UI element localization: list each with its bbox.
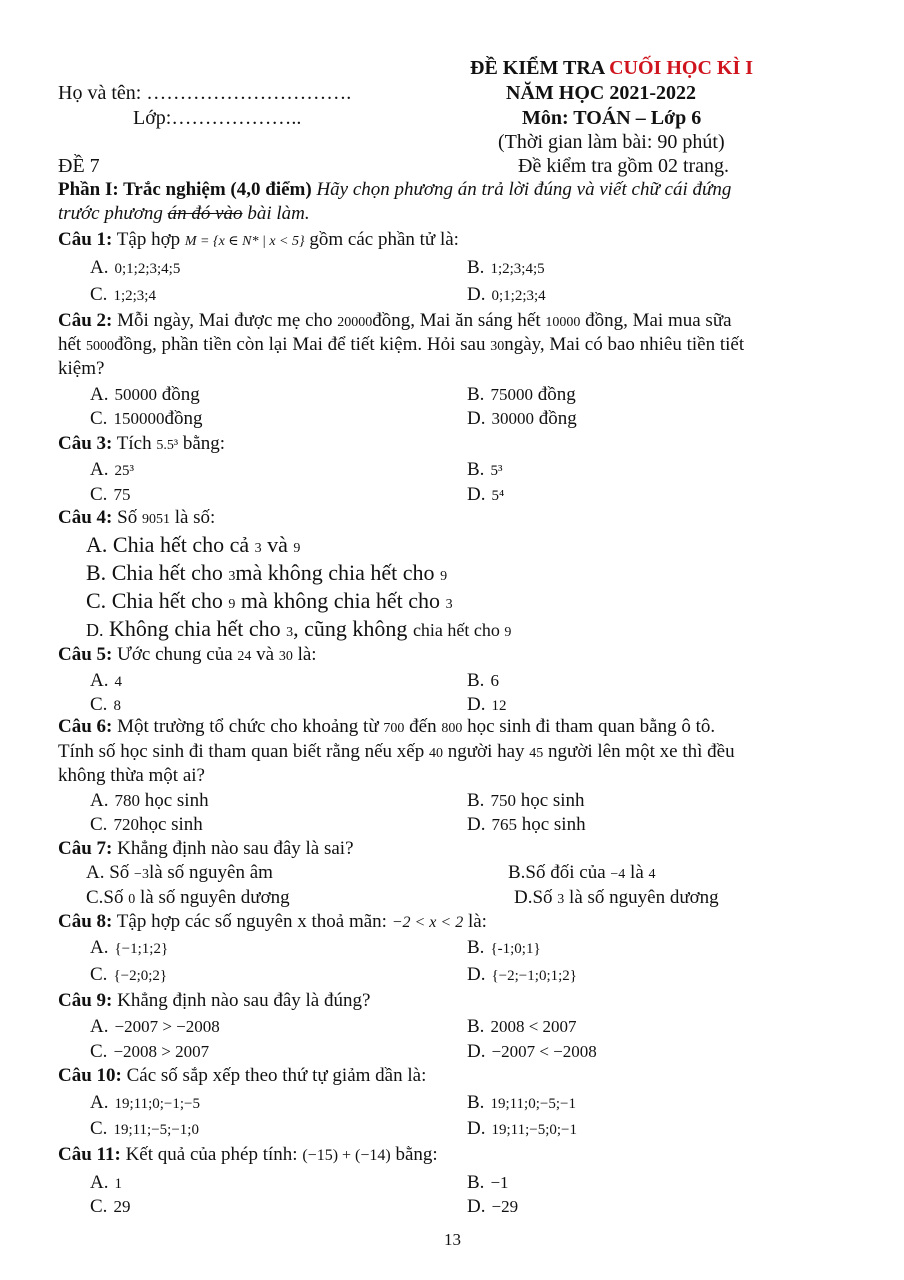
exam-code: ĐỀ 7 [58, 155, 100, 177]
q2-option-a[interactable]: A. 50000 đồng [90, 384, 200, 405]
q8-option-a[interactable]: A. {−1;1;2} [90, 937, 169, 958]
q9-option-d[interactable]: D. −2007 < −2008 [467, 1041, 597, 1062]
question-5: Câu 5: Ước chung của 24 và 30 là: [58, 644, 317, 665]
question-3: Câu 3: Tích 5.5³ bằng: [58, 433, 226, 454]
q10-option-d[interactable]: D. 19;11;−5;0;−1 [467, 1118, 578, 1139]
q2-option-b[interactable]: B. 75000 đồng [467, 384, 576, 405]
q6-option-b[interactable]: B. 750 học sinh [467, 790, 585, 811]
question-9: Câu 9: Khẳng định nào sau đây là đúng? [58, 990, 371, 1011]
q6-option-a[interactable]: A. 780 học sinh [90, 790, 209, 811]
q6-option-d[interactable]: D. 765 học sinh [467, 814, 586, 835]
q11-option-d[interactable]: D. −29 [467, 1196, 519, 1217]
q1-option-d[interactable]: D. 0;1;2;3;4 [467, 284, 546, 305]
q4-option-a[interactable]: A. Chia hết cho cả 3 và 9 [86, 532, 301, 557]
q7-option-b[interactable]: B.Số đối của −4 là 4 [508, 862, 656, 883]
part1-instruction: trước phương án đó vào bài làm. [58, 203, 310, 224]
question-6-line-3: không thừa một ai? [58, 765, 205, 786]
question-7: Câu 7: Khẳng định nào sau đây là sai? [58, 838, 354, 859]
q5-option-c[interactable]: C. 8 [90, 694, 121, 715]
q8-option-c[interactable]: C. {−2;0;2} [90, 964, 168, 985]
q11-option-b[interactable]: B. −1 [467, 1172, 509, 1193]
question-10: Câu 10: Các số sắp xếp theo thứ tự giảm dần là: [58, 1065, 427, 1086]
question-2-line-3: kiệm? [58, 358, 105, 379]
q5-option-b[interactable]: B. 6 [467, 670, 499, 691]
q11-option-c[interactable]: C. 29 [90, 1196, 131, 1217]
q7-option-c[interactable]: C.Số 0 là số nguyên dương [86, 887, 290, 908]
question-6-line-2: Tính số học sinh đi tham quan biết rằng nếu xếp 40 người hay 45 người lên một xe thì đều [58, 741, 735, 762]
q3-option-b[interactable]: B. 5³ [467, 459, 503, 480]
question-2-line-1: Câu 2: Mỗi ngày, Mai được mẹ cho 20000đồng, Mai ăn sáng hết 10000 đồng, Mai mua sữa [58, 310, 732, 331]
q3-option-d[interactable]: D. 5⁴ [467, 484, 505, 505]
exam-title: ĐỀ KIỂM TRA CUỐI HỌC KÌ I [470, 57, 754, 79]
page-count-note: Đề kiểm tra gồm 02 trang. [518, 155, 730, 177]
q2-option-c[interactable]: C. 150000đồng [90, 408, 203, 429]
q4-option-d[interactable]: D. Không chia hết cho 3, cũng không chia hết cho 9 [86, 616, 512, 641]
part1-heading: Phần I: Trắc nghiệm (4,0 điểm) Hãy chọn phương án trả lời đúng và viết chữ cái đứng [58, 179, 732, 200]
school-year: NĂM HỌC 2021-2022 [506, 82, 696, 104]
question-8: Câu 8: Tập hợp các số nguyên x thoả mãn: −2 < x < 2 là: [58, 911, 487, 932]
question-6-line-1: Câu 6: Một trường tổ chức cho khoảng từ 700 đến 800 học sinh đi tham quan bằng ô tô. [58, 716, 716, 737]
name-field-label: Họ và tên: …………………………. [58, 82, 352, 104]
q1-option-a[interactable]: A. 0;1;2;3;4;5 [90, 257, 181, 278]
q9-option-a[interactable]: A. −2007 > −2008 [90, 1016, 220, 1037]
page-number: 13 [444, 1230, 461, 1249]
q10-option-b[interactable]: B. 19;11;0;−5;−1 [467, 1092, 576, 1113]
q5-option-a[interactable]: A. 4 [90, 670, 122, 691]
q1-option-b[interactable]: B. 1;2;3;4;5 [467, 257, 545, 278]
q1-option-c[interactable]: C. 1;2;3;4 [90, 284, 156, 305]
q11-option-a[interactable]: A. 1 [90, 1172, 122, 1193]
q3-option-c[interactable]: C. 75 [90, 484, 131, 505]
question-1: Câu 1: Tập hợp M = {x ∈ N* | x < 5} gồm các phần tử là: [58, 229, 459, 250]
q10-option-c[interactable]: C. 19;11;−5;−1;0 [90, 1118, 199, 1139]
q2-option-d[interactable]: D. 30000 đồng [467, 408, 577, 429]
q5-option-d[interactable]: D. 12 [467, 694, 507, 715]
question-11: Câu 11: Kết quả của phép tính: (−15) + (−14) bằng: [58, 1144, 438, 1165]
q8-option-b[interactable]: B. {-1;0;1} [467, 937, 541, 958]
q3-option-a[interactable]: A. 25³ [90, 459, 134, 480]
question-4: Câu 4: Số 9051 là số: [58, 507, 216, 528]
q10-option-a[interactable]: A. 19;11;0;−1;−5 [90, 1092, 201, 1113]
subject: Môn: TOÁN – Lớp 6 [522, 107, 702, 129]
q7-option-d[interactable]: D.Số 3 là số nguyên dương [514, 887, 719, 908]
class-field-label: Lớp:……………….. [133, 107, 302, 129]
q8-option-d[interactable]: D. {−2;−1;0;1;2} [467, 964, 577, 985]
q6-option-c[interactable]: C. 720học sinh [90, 814, 203, 835]
time-limit: (Thời gian làm bài: 90 phút) [498, 131, 725, 153]
q9-option-b[interactable]: B. 2008 < 2007 [467, 1016, 577, 1037]
q4-option-b[interactable]: B. Chia hết cho 3mà không chia hết cho 9 [86, 560, 448, 585]
q4-option-c[interactable]: C. Chia hết cho 9 mà không chia hết cho 3 [86, 588, 453, 613]
q9-option-c[interactable]: C. −2008 > 2007 [90, 1041, 210, 1062]
q7-option-a[interactable]: A. Số −3là số nguyên âm [86, 862, 273, 883]
question-2-line-2: hết 5000đồng, phần tiền còn lại Mai để tiết kiệm. Hỏi sau 30ngày, Mai có bao nhiêu tiền tiết [58, 334, 745, 355]
